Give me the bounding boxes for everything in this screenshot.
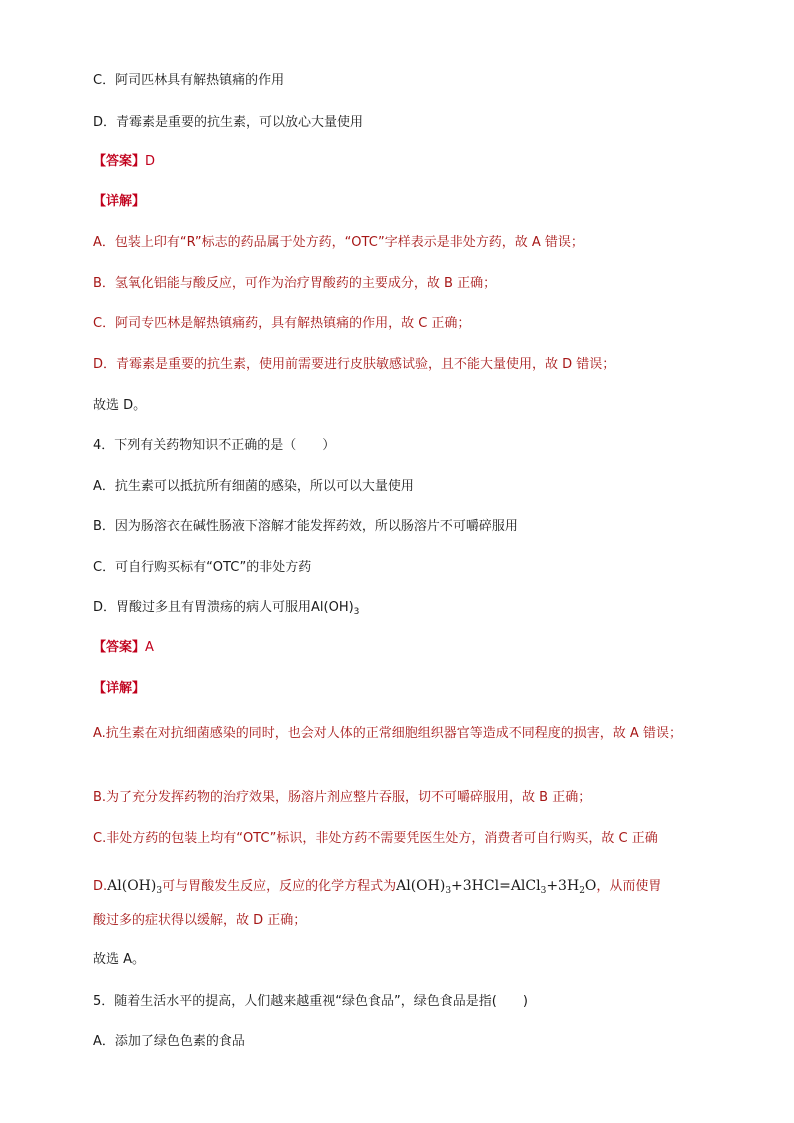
q4-answer-label: 【答案】 — [93, 640, 146, 655]
q5-option-a: A．添加了绿色色素的食品 — [93, 1034, 245, 1049]
answer-line — [93, 152, 706, 172]
chemical-equation: $Al(OH)_3+3HCl=AlCl_3+3H_2O$ — [396, 878, 597, 896]
question-4-stem: 4．下列有关药物知识不正确的是（ ） — [93, 438, 336, 453]
q4-detail-conclusion: 故选 A。 — [93, 952, 146, 967]
q4-option-d-subscript: 3 — [353, 607, 360, 617]
q4-option-b: B．因为肠溶衣在碱性肠液下溶解才能发挥药效，所以肠溶片不可嚼碎服用 — [93, 519, 518, 534]
q4-detail-a: A.抗生素在对抗细菌感染的同时，也会对人体的正常细胞组织器官等造成不同程度的损害，故 A 错误； — [93, 726, 682, 741]
question-5-stem: 5．随着生活水平的提高，人们越来越重视“绿色食品”，绿色食品是指( ) — [93, 994, 528, 1009]
q4-detail-d-middle: 可与胃酸发生反应，反应的化学方程式为 — [162, 879, 397, 894]
q4-option-d-text: D．胃酸过多且有胃溃疡的病人可服用Al(OH) — [93, 600, 354, 615]
q4-answer-line — [93, 638, 706, 658]
q4-detail-d-prefix: D. — [93, 879, 108, 894]
q4-detail-label: 【详解】 — [93, 681, 146, 696]
option-d: D．青霉素是重要的抗生素，可以放心大量使用 — [93, 115, 364, 130]
q4-detail-c: C.非处方药的包装上均有“OTC”标识，非处方药不需要凭医生处方，消费者可自行购买，故 C 正确 — [93, 831, 658, 846]
detail-conclusion: 故选 D。 — [93, 398, 147, 413]
detail-b: B．氢氧化铝能与酸反应，可作为治疗胃酸药的主要成分，故 B 正确； — [93, 276, 497, 291]
q4-detail-d — [93, 876, 706, 901]
detail-d: D．青霉素是重要的抗生素，使用前需要进行皮肤敏感试验，且不能大量使用，故 D 错误； — [93, 357, 616, 372]
formula-al-oh-3: $Al(OH)_3$ — [107, 878, 163, 896]
q4-option-d — [93, 598, 706, 622]
q4-detail-b: B.为了充分发挥药物的治疗效果，肠溶片剂应整片吞服，切不可嚼碎服用，故 B 正确； — [93, 790, 592, 805]
option-c: C．阿司匹林具有解热镇痛的作用 — [93, 73, 285, 88]
answer-label: 【答案】 — [93, 154, 146, 169]
answer-value: D — [145, 154, 156, 169]
q4-option-a: A．抗生素可以抵抗所有细菌的感染，所以可以大量使用 — [93, 479, 414, 494]
q4-detail-d-continued: 酸过多的症状得以缓解，故 D 正确； — [93, 913, 307, 928]
q4-answer-value: A — [145, 640, 154, 655]
detail-label: 【详解】 — [93, 194, 146, 209]
q4-option-c: C．可自行购买标有“OTC”的非处方药 — [93, 560, 312, 575]
q4-detail-d-suffix: ，从而使胃 — [596, 879, 662, 894]
detail-c: C．阿司专匹林是解热镇痛药，具有解热镇痛的作用，故 C 正确； — [93, 316, 471, 331]
detail-a: A．包装上印有“R”标志的药品属于处方药，“OTC”字样表示是非处方药，故 A 错误； — [93, 235, 584, 250]
